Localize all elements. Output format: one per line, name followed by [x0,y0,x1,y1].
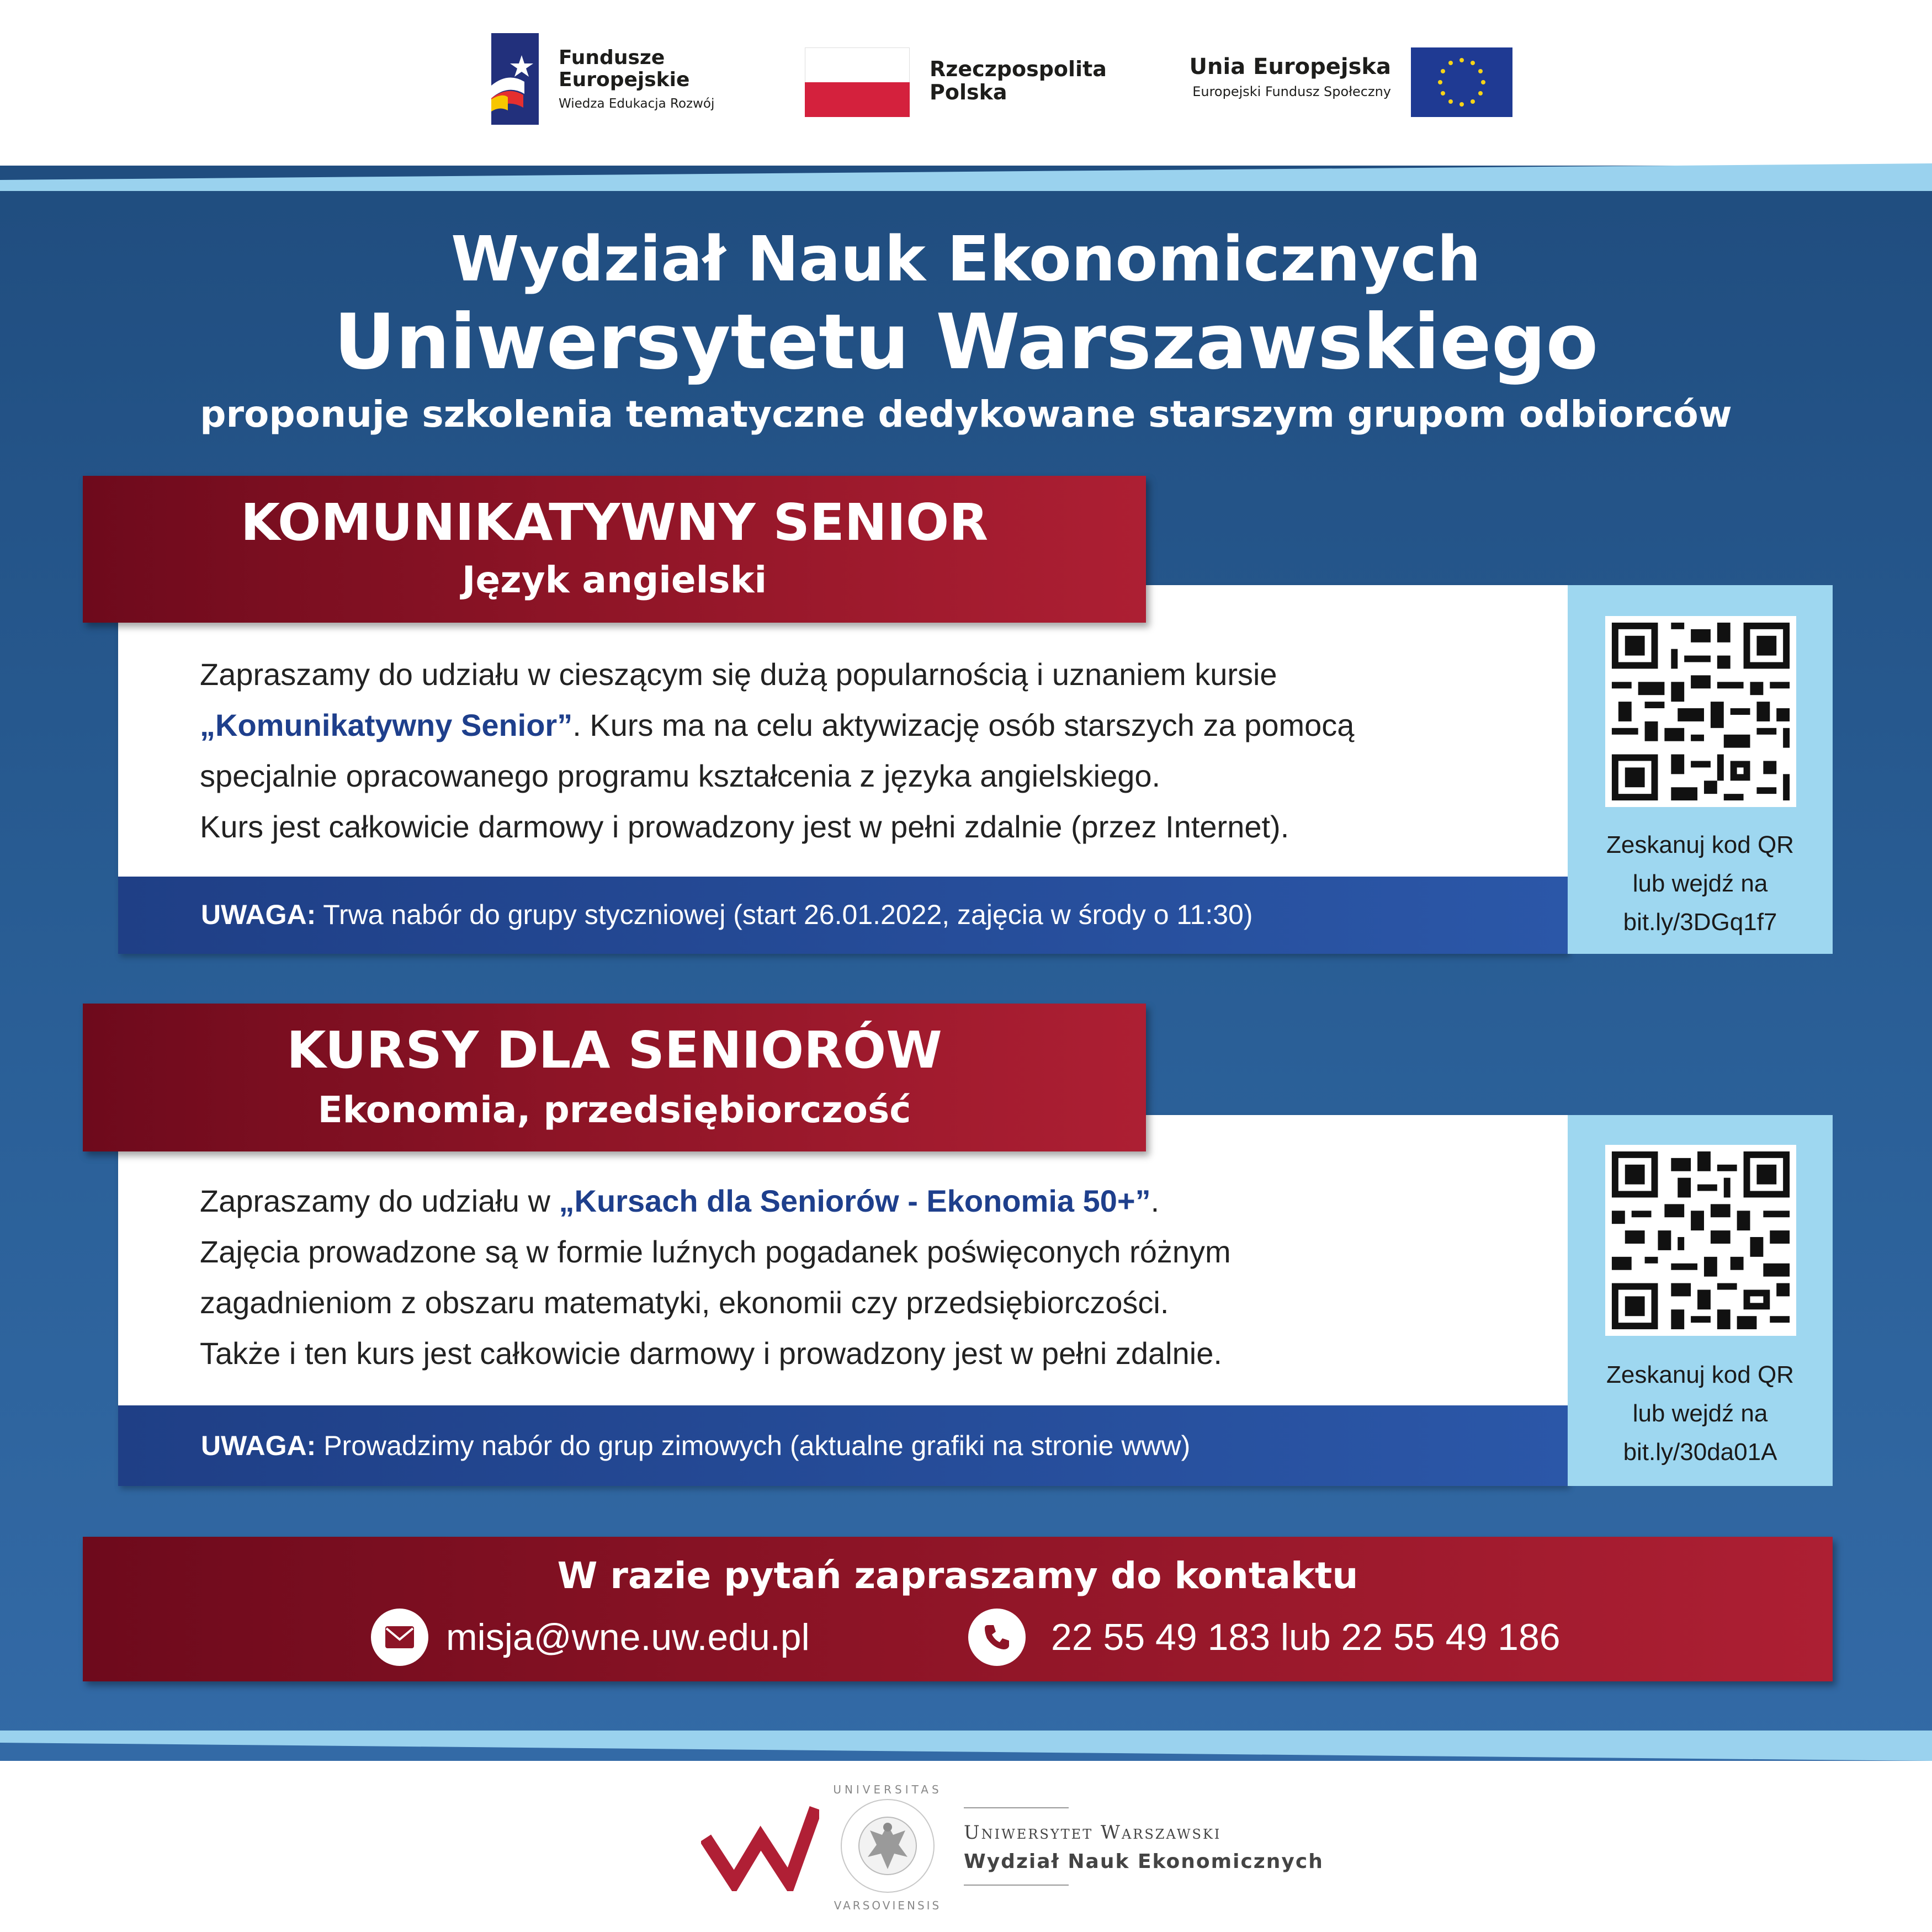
fe-line2: Europejskie [559,68,690,91]
course-1-line2-rest: . Kurs ma na celu aktywizację osób starszych za pomocą [572,708,1355,742]
course-1-qr-panel [1568,585,1833,954]
title-line1: Wydział Nauk Ekonomicznych [450,224,1482,295]
polish-flag [805,47,910,117]
rp-line1: Rzeczpospolita [930,57,1107,81]
seal-text-bottom: VARSOVIENSIS [834,1899,942,1912]
fe-line1: Fundusze [559,46,665,69]
footer-divider-top [964,1807,1069,1808]
course-2-line2: Zajęcia prowadzone są w formie luźnych pogadanek poświęconych różnym [200,1234,1231,1269]
course-2-highlight: „Kursach dla Seniorów - Ekonomia 50+” [559,1183,1151,1218]
ue-line1: Unia Europejska [1189,54,1391,79]
course-1-line1: Zapraszamy do udziału w cieszącym się dużą popularnością i uznaniem kursie [200,657,1277,692]
course-2-note [118,1405,1568,1486]
course-1-title: KOMUNIKATYWNY SENIOR [240,493,989,552]
contact-phone[interactable]: 22 55 49 183 lub 22 55 49 186 [1051,1616,1561,1658]
course-2-subtitle: Ekonomia, przedsiębiorczość [317,1089,911,1131]
course-2-note-text: Prowadzimy nabór do grup zimowych (aktualne grafiki na stronie www) [316,1430,1191,1461]
course-2-line4: Także i ten kurs jest całkowicie darmowy i prowadzony jest w pełni zdalnie. [200,1336,1222,1371]
course-1-qr-line1: Zeskanuj kod QR [1606,831,1794,858]
footer-divider-bottom [964,1885,1069,1886]
course-1-line2 [200,700,1552,751]
course-1-qr-link[interactable]: bit.ly/3DGq1f7 [1623,909,1777,936]
contact-box [83,1537,1833,1681]
contact-heading: W razie pytań zapraszamy do kontaktu [557,1554,1358,1597]
course-2-line1-end: . [1150,1183,1160,1218]
mail-icon-circle [371,1609,428,1666]
footer-line1: Uniwersytet Warszawski [964,1822,1222,1844]
eu-flag [1411,47,1512,117]
qr-code-icon[interactable] [1605,616,1796,807]
ue-line2: Europejski Fundusz Społeczny [1192,84,1391,99]
course-1-note-text: Trwa nabór do grupy styczniowej (start 26.01.2022, zajęcia w środy o 11:30) [316,899,1253,930]
fe-line3: Wiedza Edukacja Rozwój [559,97,715,111]
course-1-subtitle: Język angielski [461,559,767,601]
course-2-line3: zagadnieniom z obszaru matematyki, ekonomii czy przedsiębiorczości. [200,1285,1169,1320]
course-2-qr-panel [1568,1115,1833,1486]
phone-icon-circle [968,1609,1026,1666]
course-2-qr-line1: Zeskanuj kod QR [1606,1361,1794,1388]
title-line2: Uniwersytetu Warszawskiego [333,298,1599,386]
footer-line2: Wydział Nauk Ekonomicznych [964,1850,1324,1873]
seal-text-top: UNIVERSITAS [833,1783,942,1796]
title-line3: proponuje szkolenia tematyczne dedykowane starszym grupom odbiorców [200,393,1732,436]
course-1-line3: specjalnie opracowanego programu kształcenia z języka angielskiego. [200,758,1161,793]
course-1-description [200,649,1552,852]
course-1-header [83,476,1146,623]
rp-line2: Polska [930,80,1007,104]
course-2-line1-start: Zapraszamy do udziału w [200,1183,559,1218]
course-1-qr-line2: lub wejdź na [1632,870,1768,897]
course-1-highlight: „Komunikatywny Senior” [200,708,573,742]
uw-eagle-seal [839,1792,936,1900]
course-2-description [200,1176,1552,1379]
wne-logo [701,1800,819,1891]
course-2-title: KURSY DLA SENIORÓW [286,1021,942,1080]
course-2-line1 [200,1176,1552,1227]
course-2-note-label: UWAGA: [201,1430,316,1461]
course-1-note [118,877,1568,954]
contact-email[interactable]: misja@wne.uw.edu.pl [446,1616,810,1658]
fe-flag-logo [491,33,539,125]
qr-code-icon[interactable] [1605,1145,1796,1336]
course-2-qr-line2: lub wejdź na [1632,1400,1768,1427]
mail-icon [384,1625,415,1649]
course-2-qr-link[interactable]: bit.ly/30da01A [1623,1439,1777,1466]
course-2-header [83,1004,1146,1151]
course-1-line4: Kurs jest całkowicie darmowy i prowadzony jest w pełni zdalnie (przez Internet). [200,809,1289,844]
phone-icon [983,1623,1011,1652]
course-1-note-label: UWAGA: [201,899,316,930]
